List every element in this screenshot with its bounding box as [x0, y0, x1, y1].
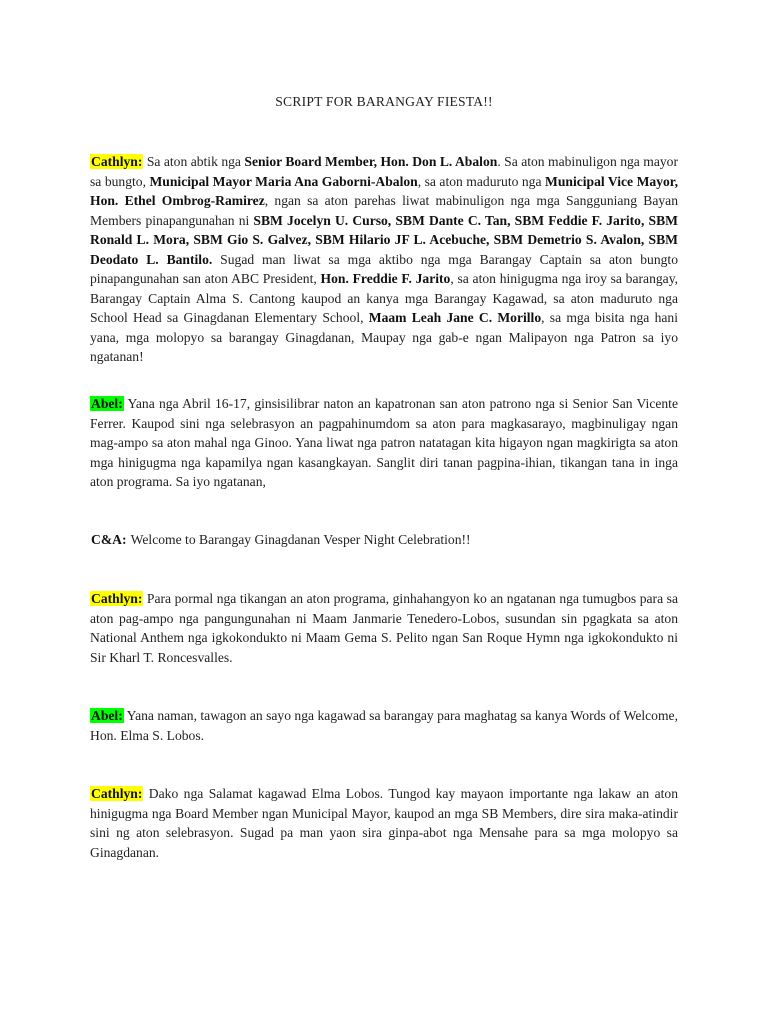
script-paragraph [90, 706, 678, 745]
dialogue-text: Welcome to Barangay Ginagdanan Vesper Night Celebration!! [127, 532, 471, 547]
dialogue-text: Para pormal nga tikangan an aton programa, ginhahangyon ko an ngatanan nga tumugbos para sa aton pag-ampo nga pangungunahan ni Maam Janmarie Tenedero-Lobos, susundan sin pgagkata sa aton National Anthem nga igkokondukto ni Maam Gema S. Pelito ngan San Roque Hymn nga igkokondukto ni Sir Kharl T. Roncesvalles. [90, 591, 678, 665]
dialogue-text: Sa aton abtik nga [143, 154, 245, 169]
dialogue-text: Yana nga Abril 16-17, ginsisilibrar naton an kapatronan san aton patrono nga si Senior San Vicente Ferrer. Kaupod sini nga selebrasyon an pagpahinumdom sa aton para magkasarayo, magbinuligay ngan mag-ampo sa aton mahal nga Ginoo. Yana liwat nga patron natatagan kita higayon ngan magkirigta sa aton mga hinigugma nga kapamilya ngan kasangkayan. Sanglit diri tanan pagpina-ihian, tikangan tana in inga aton programa. Sa iyo ngatanan, [90, 396, 678, 489]
dialogue-text: , sa aton maduruto nga [417, 173, 546, 189]
script-paragraph [90, 784, 678, 862]
dialogue-bold-text: SBM Jocelyn U. Curso, SBM Dante C. Tan, SBM Feddie F. Jarito, SBM Ronald L. Mora, SBM Gio S. Galvez, SBM Hilario JF L. Acebuche, SBM Demetrio S. Avalon, SBM Deodato L. Bantilo. [90, 212, 678, 267]
speaker-label: Abel: [91, 396, 123, 411]
dialogue-bold-text: Senior Board Member, Hon. Don L. Abalon [244, 154, 498, 169]
speaker-label: Abel: [91, 708, 123, 723]
dialogue-text: Yana naman, tawagon an sayo nga kagawad sa barangay para maghatag sa kanya Words of Welcome, Hon. Elma S. Lobos. [90, 708, 678, 743]
script-paragraph [90, 589, 678, 667]
speaker-label: Cathlyn: [91, 154, 143, 169]
document-title: SCRIPT FOR BARANGAY FIESTA!! [275, 94, 493, 109]
dialogue-text: Sugad man liwat sa mga aktibo nga mga Barangay Captain sa aton bungto pinapangunahan san aton ABC President, [90, 251, 679, 286]
dialogue-bold-text: Hon. Freddie F. Jarito [320, 271, 451, 286]
dialogue-bold-text: Municipal Mayor Maria Ana Gaborni-Abalon [149, 173, 418, 189]
speaker-label: Cathlyn: [91, 591, 143, 606]
script-paragraph [90, 394, 678, 492]
dialogue-text: , ngan sa aton parehas liwat mabinuligon nga mga Sangguniang Bayan Members pinapangunahan ni [90, 193, 679, 228]
dialogue-text: , sa aton hinigugma nga iroy sa barangay, Barangay Captain Alma S. Cantong kaupod an kanya mga Barangay Kagawad, sa aton maduruto nga School Head sa Ginagdanan Elementary School, [90, 271, 679, 325]
dialogue-text: , sa mga bisita nga hani yana, mga molopyo sa barangay Ginagdanan, Maupay nga gab-e ngan Malipayon nga Patron sa iyo ngatanan! [90, 310, 678, 364]
dialogue-bold-text: Municipal Vice Mayor, Hon. Ethel Ombrog-Ramirez [90, 173, 678, 208]
script-paragraph [90, 530, 678, 550]
script-paragraph [90, 152, 678, 367]
speaker-label: Cathlyn: [91, 786, 143, 801]
dialogue-bold-text: Maam Leah Jane C. Morillo [368, 310, 542, 325]
dialogue-text: Dako nga Salamat kagawad Elma Lobos. Tungod kay mayaon importante nga lakaw an aton hinigugma nga Board Member ngan Municipal Mayor, kaupod an mga SB Members, dire sira maka-atindir sini ng aton selebrasyon. Sugad pa man yaon sira ginpa-abot nga Mensahe para sa mga molopyo sa Ginagdanan. [90, 786, 678, 860]
dialogue-text: . Sa aton mabinuligon nga mayor sa bungto, [90, 154, 678, 189]
speaker-label: C&A: [91, 532, 127, 547]
